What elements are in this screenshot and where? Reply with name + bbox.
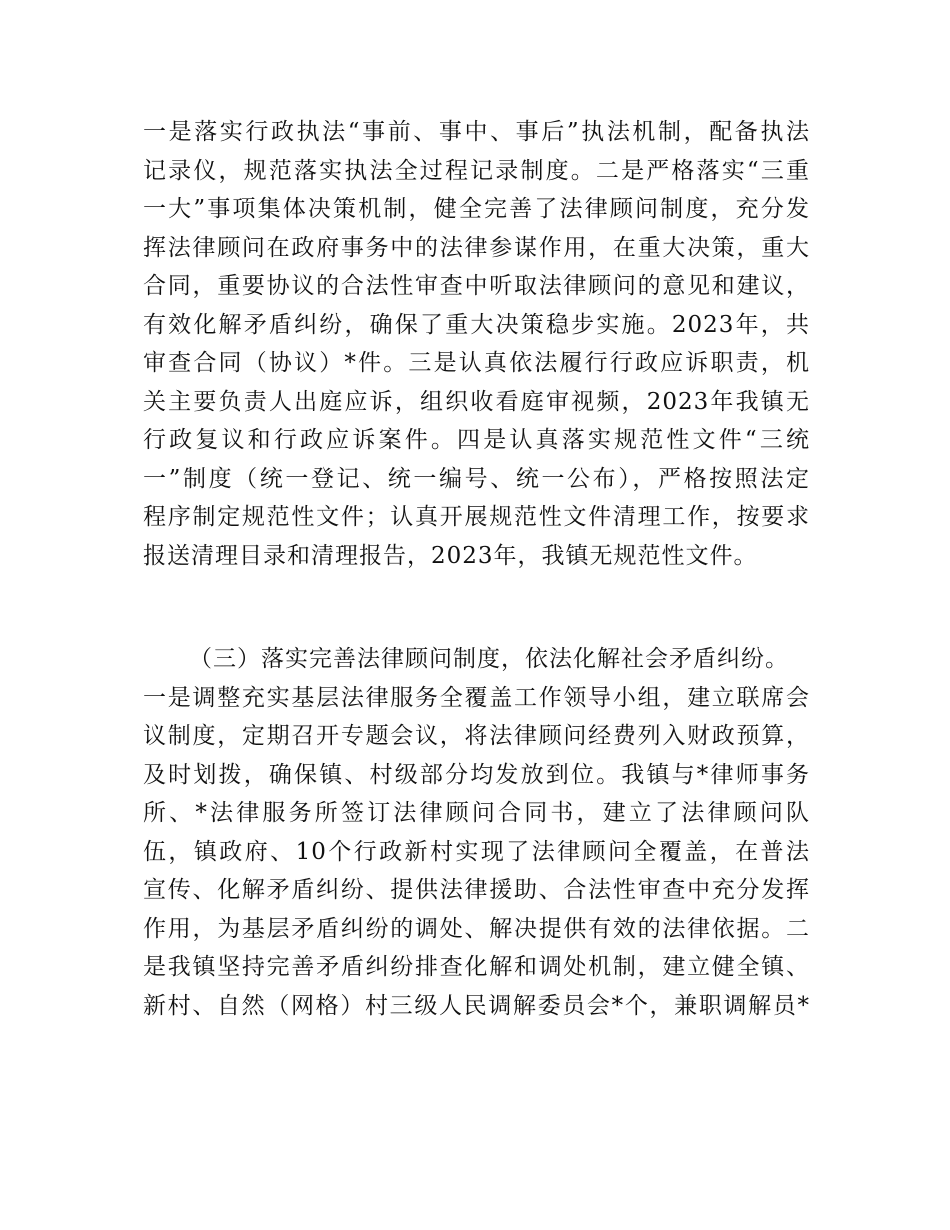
text-line: 程序制定规范性文件；认真开展规范性文件清理工作，按要求 (143, 504, 810, 530)
text-line: 挥法律顾问在政府事务中的法律参谋作用，在重大决策，重大 (143, 234, 810, 261)
text-line: 议制度，定期召开专题会议，将法律顾问经费列入财政预算， (143, 723, 810, 749)
section-heading: （三）落实完善法律顾问制度，依法化解社会矛盾纠纷。 (189, 646, 789, 672)
text-line: 有效化解矛盾纠纷，确保了重大决策稳步实施。2023年，共 (143, 311, 810, 338)
text-line: 及时划拨，确保镇、村级部分均发放到位。我镇与*律师事务 (143, 761, 810, 788)
text-line: 关主要负责人出庭应诉，组织收看庭审视频，2023年我镇无 (143, 388, 810, 415)
text-line: 一大”事项集体决策机制，健全完善了法律顾问制度，充分发 (143, 196, 810, 222)
text-line: 一是调整充实基层法律服务全覆盖工作领导小组，建立联席会 (143, 684, 810, 711)
text-line: 一”制度（统一登记、统一编号、统一公布），严格按照法定 (143, 465, 810, 492)
text-line: 宣传、化解矛盾纠纷、提供法律援助、合法性审查中充分发挥 (143, 877, 810, 903)
text-line: 一是落实行政执法“事前、事中、事后”执法机制，配备执法 (143, 119, 810, 145)
text-line: 作用，为基层矛盾纠纷的调处、解决提供有效的法律依据。二 (143, 915, 810, 942)
text-line: 审查合同（协议）*件。三是认真依法履行行政应诉职责，机 (143, 350, 810, 376)
text-line: 是我镇坚持完善矛盾纠纷排查化解和调处机制，建立健全镇、 (143, 954, 810, 980)
text-line: 所、*法律服务所签订法律顾问合同书，建立了法律顾问队 (143, 800, 810, 826)
text-line: 报送清理目录和清理报告，2023年，我镇无规范性文件。 (143, 542, 758, 569)
text-line: 新村、自然（网格）村三级人民调解委员会*个，兼职调解员* (143, 992, 810, 1019)
text-line: 合同，重要协议的合法性审查中听取法律顾问的意见和建议， (143, 273, 810, 299)
paragraph-administrative-law-enforcement (143, 113, 810, 575)
text-line: 记录仪，规范落实执法全过程记录制度。二是严格落实“三重 (143, 157, 810, 184)
paragraph-legal-counsel-system (143, 640, 810, 1025)
text-line: 行政复议和行政应诉案件。四是认真落实规范性文件“三统 (143, 427, 810, 453)
text-line: 伍，镇政府、10个行政新村实现了法律顾问全覆盖，在普法 (143, 838, 810, 865)
